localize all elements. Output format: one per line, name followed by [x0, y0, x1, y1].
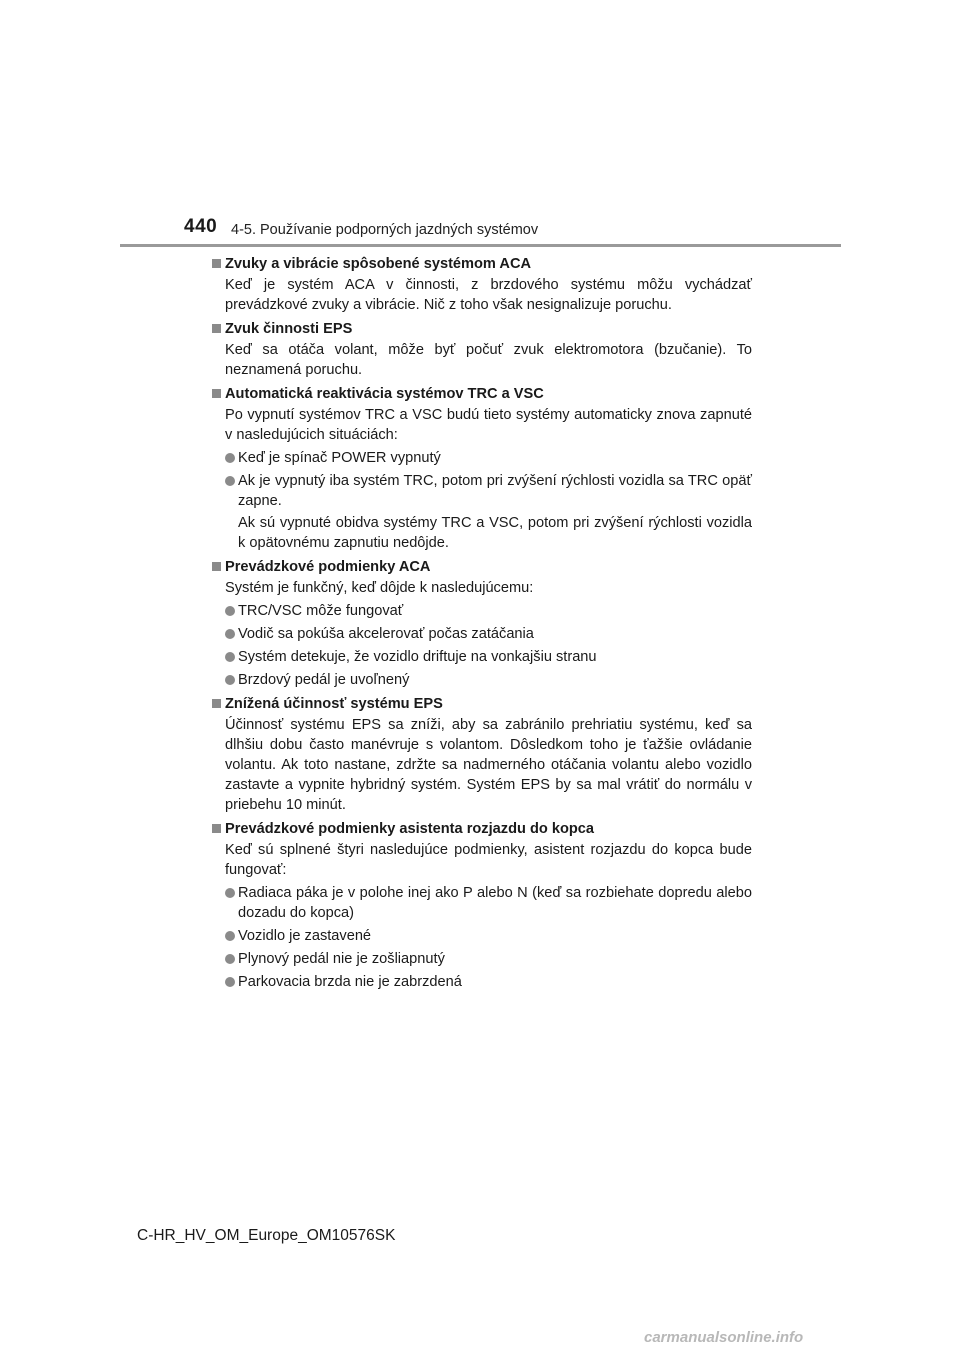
topic-heading-text: Prevádzkové podmienky asistenta rozjazdu do kopca — [225, 821, 595, 837]
list-item-text: Vodič sa pokúša akcelerovať počas zatáčania — [238, 626, 534, 642]
page-content — [212, 254, 752, 996]
square-bullet-icon — [212, 324, 221, 333]
watermark: carmanualsonline.info — [644, 1329, 804, 1346]
topic-eps-sound — [212, 319, 752, 380]
topic-paragraph: Keď je systém ACA v činnosti, z brzdového systému môžu vychádzať prevádzkové zvuky a vibrácie. Nič z toho však nesignalizuje poruchu. — [225, 277, 752, 313]
list-item — [212, 471, 752, 511]
list-item-text: TRC/VSC môže fungovať — [238, 603, 404, 619]
square-bullet-icon — [212, 562, 221, 571]
square-bullet-icon — [212, 699, 221, 708]
topic-aca-conditions — [212, 557, 752, 690]
topic-paragraph: Systém je funkčný, keď dôjde k nasledujúcemu: — [225, 580, 534, 596]
topic-heading-text: Prevádzkové podmienky ACA — [225, 559, 431, 575]
list-item — [212, 949, 752, 969]
topic-heading — [212, 254, 752, 274]
topic-eps-reduced — [212, 694, 752, 815]
round-bullet-icon — [225, 675, 235, 685]
list-item-text: Ak je vypnutý iba systém TRC, potom pri zvýšení rýchlosti vozidla sa TRC opäť zapne. — [238, 473, 752, 509]
list-item-text: Brzdový pedál je uvoľnený — [238, 672, 410, 688]
list-item — [212, 972, 752, 992]
topic-trc-vsc-reactivation — [212, 384, 752, 553]
round-bullet-icon — [225, 453, 235, 463]
topic-heading-text: Automatická reaktivácia systémov TRC a VSC — [225, 386, 544, 402]
list-item-text: Radiaca páka je v polohe inej ako P alebo N (keď sa rozbiehate dopredu alebo dozadu do kopca) — [238, 885, 752, 921]
topic-paragraph: Keď sú splnené štyri nasledujúce podmienky, asistent rozjazdu do kopca bude fungovať: — [225, 842, 752, 878]
square-bullet-icon — [212, 389, 221, 398]
topic-heading-text: Zvuky a vibrácie spôsobené systémom ACA — [225, 256, 532, 272]
list-item-text: Plynový pedál nie je zošliapnutý — [238, 951, 445, 967]
list-item — [212, 926, 752, 946]
round-bullet-icon — [225, 476, 235, 486]
round-bullet-icon — [225, 954, 235, 964]
round-bullet-icon — [225, 606, 235, 616]
topic-heading — [212, 694, 752, 714]
list-item — [212, 670, 752, 690]
square-bullet-icon — [212, 824, 221, 833]
list-item — [212, 624, 752, 644]
square-bullet-icon — [212, 259, 221, 268]
round-bullet-icon — [225, 629, 235, 639]
list-item — [212, 883, 752, 923]
page-number: 440 — [184, 216, 218, 237]
topic-heading-text: Zvuk činnosti EPS — [225, 321, 353, 337]
topic-paragraph: Keď sa otáča volant, môže byť počuť zvuk elektromotora (bzučanie). To neznamená poruchu. — [225, 342, 752, 378]
list-item — [212, 647, 752, 667]
list-item — [212, 448, 752, 468]
list-item-note: Ak sú vypnuté obidva systémy TRC a VSC, potom pri zvýšení rýchlosti vozidla k opätovnému zapnutiu nedôjde. — [238, 515, 752, 551]
header-divider — [120, 244, 841, 247]
document-code: C-HR_HV_OM_Europe_OM10576SK — [137, 1227, 396, 1244]
topic-aca-sounds — [212, 254, 752, 315]
topic-heading — [212, 819, 752, 839]
round-bullet-icon — [225, 888, 235, 898]
round-bullet-icon — [225, 652, 235, 662]
round-bullet-icon — [225, 977, 235, 987]
section-title: 4-5. Používanie podporných jazdných systémov — [231, 222, 539, 238]
topic-paragraph: Účinnosť systému EPS sa zníži, aby sa zabránilo prehriatiu systému, keď sa dlhšiu dobu často manévruje s volantom. Dôsledkom toho je ťažšie ovládanie volantu. Ak toto nastane, zdržte sa nadmerného otáčania volantu alebo vozidlo zastavte a vypnite hybridný systém. Systém EPS by sa mal vrátiť do normálu v priebehu 10 minút. — [225, 717, 752, 813]
list-item-text: Systém detekuje, že vozidlo driftuje na vonkajšiu stranu — [238, 649, 597, 665]
round-bullet-icon — [225, 931, 235, 941]
topic-heading-text: Znížená účinnosť systému EPS — [225, 696, 443, 712]
list-item — [212, 601, 752, 621]
list-item-text: Parkovacia brzda nie je zabrzdená — [238, 974, 462, 990]
list-item-text: Vozidlo je zastavené — [238, 928, 372, 944]
page-header — [0, 0, 960, 250]
list-item-text: Keď je spínač POWER vypnutý — [238, 450, 441, 466]
topic-heading — [212, 557, 752, 577]
topic-heading — [212, 384, 752, 404]
topic-heading — [212, 319, 752, 339]
topic-hill-start-assist — [212, 819, 752, 992]
topic-paragraph: Po vypnutí systémov TRC a VSC budú tieto systémy automaticky znova zapnuté v nasledujúcich situáciách: — [225, 407, 752, 443]
